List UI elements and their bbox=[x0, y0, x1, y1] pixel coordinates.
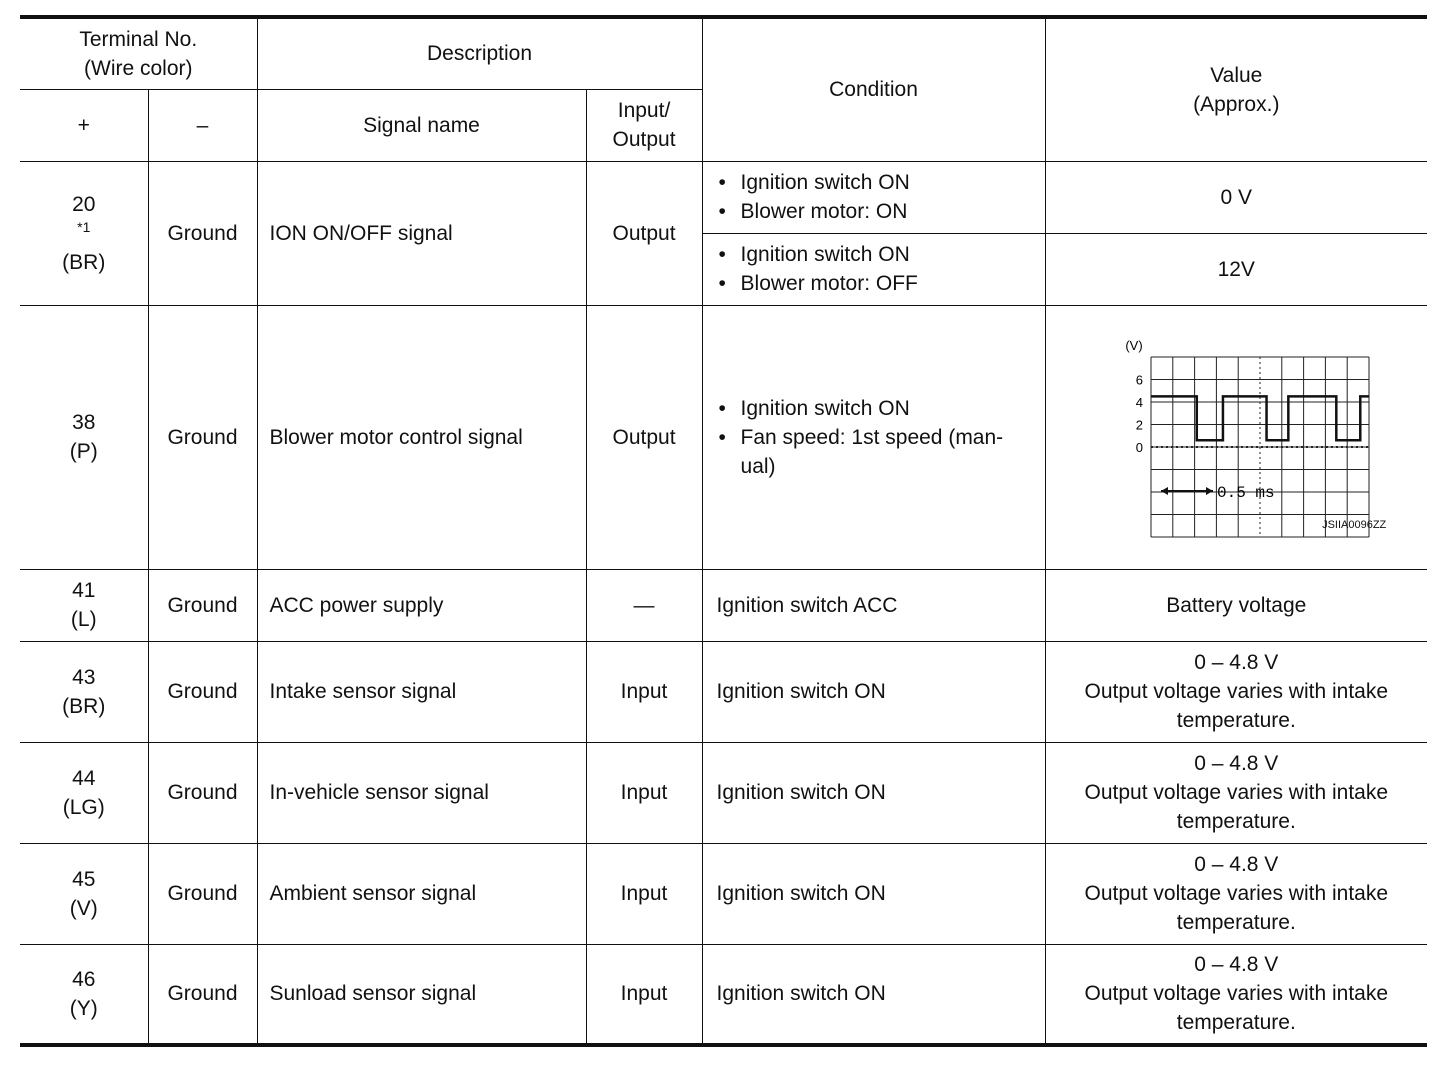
terminal-cell: 20 $^{*1}$ (BR) bbox=[20, 161, 148, 305]
header-condition: Condition bbox=[702, 17, 1045, 161]
header-minus: – bbox=[148, 89, 257, 161]
table-row bbox=[20, 161, 1427, 233]
y-tick-label: 2 bbox=[1136, 417, 1144, 433]
condition-cell: • Ignition switch ON • Fan speed: 1st speed (man- ual) bbox=[702, 305, 1045, 569]
io-cell: Input bbox=[586, 742, 702, 843]
minus-cell: Ground bbox=[148, 569, 257, 641]
time-scale-marker bbox=[1161, 487, 1213, 495]
io-cell: Output bbox=[586, 161, 702, 305]
signal-name-cell: ACC power supply bbox=[257, 569, 586, 641]
io-cell: Input bbox=[586, 843, 702, 944]
value-cell: Battery voltage bbox=[1045, 569, 1427, 641]
condition-cell: Ignition switch ON bbox=[702, 843, 1045, 944]
figure-code: JSIIA0096ZZ bbox=[1322, 519, 1387, 531]
oscilloscope-waveform bbox=[1086, 332, 1386, 542]
signal-name-cell: Intake sensor signal bbox=[257, 641, 586, 742]
scope-grid bbox=[1151, 357, 1369, 537]
value-cell bbox=[1045, 305, 1427, 569]
y-tick-label: 6 bbox=[1136, 372, 1144, 388]
value-cell: 0 – 4.8 V Output voltage varies with intake temperature. bbox=[1045, 843, 1427, 944]
terminal-cell: 44 (LG) bbox=[20, 742, 148, 843]
signal-name-cell: Ambient sensor signal bbox=[257, 843, 586, 944]
condition-cell: • Ignition switch ON • Blower motor: ON bbox=[702, 161, 1045, 233]
minus-cell: Ground bbox=[148, 161, 257, 305]
header-terminal-no: Terminal No. (Wire color) bbox=[20, 17, 257, 89]
condition-cell: Ignition switch ON bbox=[702, 944, 1045, 1045]
time-scale-label: 0.5 ms bbox=[1217, 484, 1275, 502]
condition-cell: Ignition switch ACC bbox=[702, 569, 1045, 641]
condition-cell: Ignition switch ON bbox=[702, 641, 1045, 742]
y-tick-label: 4 bbox=[1136, 395, 1144, 410]
minus-cell: Ground bbox=[148, 843, 257, 944]
minus-cell: Ground bbox=[148, 742, 257, 843]
io-cell: Output bbox=[586, 305, 702, 569]
minus-cell: Ground bbox=[148, 305, 257, 569]
condition-cell: • Ignition switch ON • Blower motor: OFF bbox=[702, 233, 1045, 305]
header-value: Value (Approx.) bbox=[1045, 17, 1427, 161]
value-cell: 0 V bbox=[1045, 161, 1427, 233]
minus-cell: Ground bbox=[148, 944, 257, 1045]
io-cell: Input bbox=[586, 641, 702, 742]
header-signal-name: Signal name bbox=[257, 89, 586, 161]
signal-name-cell: Sunload sensor signal bbox=[257, 944, 586, 1045]
header-description: Description bbox=[257, 17, 702, 89]
value-cell: 0 – 4.8 V Output voltage varies with intake temperature. bbox=[1045, 944, 1427, 1045]
table-row bbox=[20, 843, 1427, 944]
scope-unit-label: (V) bbox=[1125, 338, 1143, 353]
terminal-cell: 45 (V) bbox=[20, 843, 148, 944]
terminal-cell: 46 (Y) bbox=[20, 944, 148, 1045]
condition-cell: Ignition switch ON bbox=[702, 742, 1045, 843]
signal-name-cell: ION ON/OFF signal bbox=[257, 161, 586, 305]
terminal-cell: 38 (P) bbox=[20, 305, 148, 569]
table-row bbox=[20, 944, 1427, 1045]
table-row bbox=[20, 569, 1427, 641]
value-cell: 0 – 4.8 V Output voltage varies with intake temperature. bbox=[1045, 742, 1427, 843]
table-row bbox=[20, 305, 1427, 569]
io-cell: Input bbox=[586, 944, 702, 1045]
signal-name-cell: Blower motor control signal bbox=[257, 305, 586, 569]
value-cell: 0 – 4.8 V Output voltage varies with intake temperature. bbox=[1045, 641, 1427, 742]
signal-name-cell: In-vehicle sensor signal bbox=[257, 742, 586, 843]
io-cell: — bbox=[586, 569, 702, 641]
terminal-spec-table bbox=[20, 15, 1427, 1047]
terminal-cell: 43 (BR) bbox=[20, 641, 148, 742]
header-input-output: Input/ Output bbox=[586, 89, 702, 161]
terminal-cell: 41 (L) bbox=[20, 569, 148, 641]
table-row bbox=[20, 742, 1427, 843]
value-cell: 12V bbox=[1045, 233, 1427, 305]
table-row bbox=[20, 641, 1427, 742]
header-plus: + bbox=[20, 89, 148, 161]
minus-cell: Ground bbox=[148, 641, 257, 742]
y-tick-label: 0 bbox=[1136, 440, 1144, 455]
